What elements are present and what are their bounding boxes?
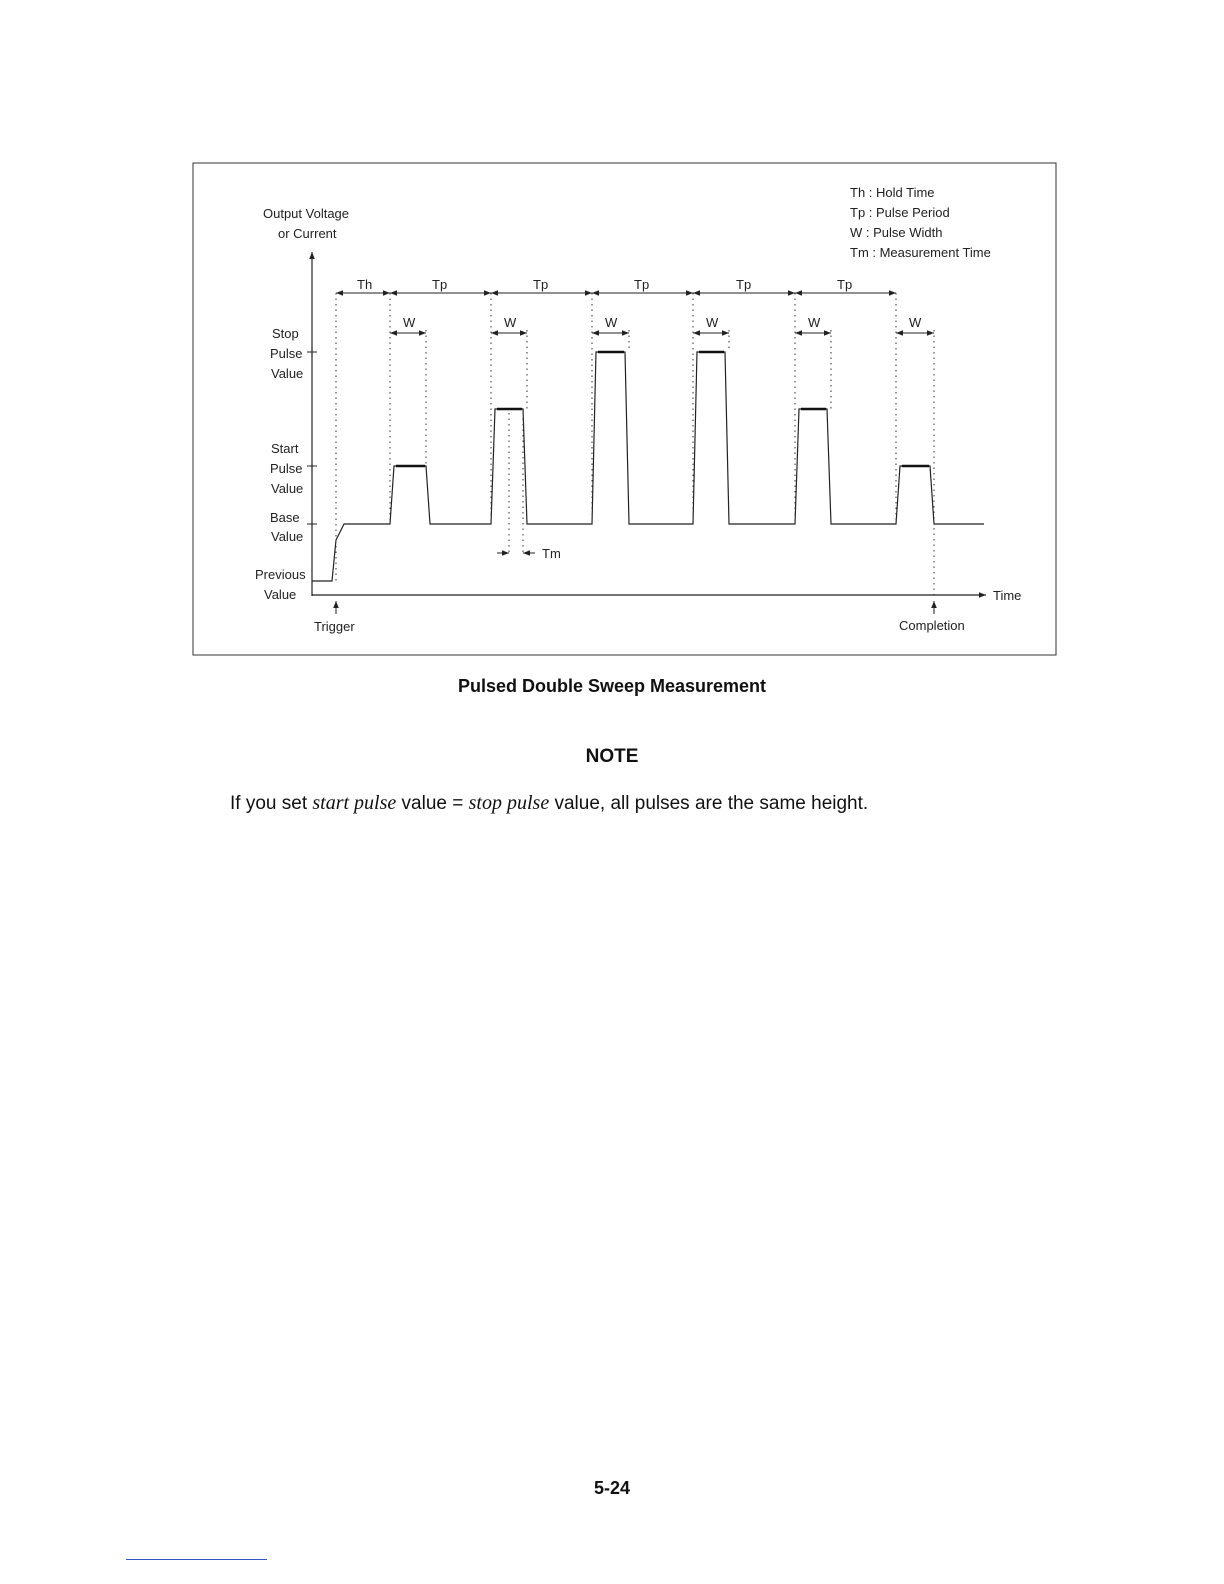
previous-value-label: Value	[264, 587, 297, 602]
width-label: W	[504, 315, 517, 330]
note-term-stop-pulse: stop pulse	[468, 792, 550, 814]
period-label: Tp	[736, 277, 752, 292]
event-markers	[336, 601, 934, 614]
legend-pulse-period: Tp : Pulse Period	[850, 205, 950, 220]
stop-pulse-label: Pulse	[270, 346, 303, 361]
base-value-label: Base	[270, 510, 300, 525]
previous-value-label: Previous	[255, 567, 306, 582]
note-text-prefix: If you set	[230, 793, 313, 814]
width-label: W	[808, 315, 821, 330]
pulse-top-highlights	[396, 352, 929, 466]
legend	[850, 185, 991, 260]
note-text-middle: value =	[396, 793, 469, 814]
dotted-guides	[336, 293, 934, 595]
width-label: W	[706, 315, 719, 330]
legend-hold-time: Th : Hold Time	[850, 185, 935, 200]
note-term-start-pulse: start pulse	[312, 792, 397, 814]
measurement-time-label: Tm	[542, 546, 561, 561]
page-number: 5-24	[593, 1478, 631, 1498]
width-label: W	[909, 315, 922, 330]
period-label: Tp	[533, 277, 549, 292]
completion-label: Completion	[899, 618, 965, 633]
footer-rule	[126, 1559, 267, 1560]
legend-measurement-time: Tm : Measurement Time	[850, 245, 991, 260]
x-axis-label: Time	[993, 588, 1022, 603]
trigger-label: Trigger	[314, 619, 355, 634]
stop-pulse-label: Stop	[272, 326, 299, 341]
hold-time-label: Th	[357, 277, 373, 292]
start-pulse-label: Value	[271, 481, 304, 496]
stop-pulse-label: Value	[271, 366, 304, 381]
period-label: Tp	[837, 277, 853, 292]
start-pulse-label: Pulse	[270, 461, 303, 476]
start-pulse-label: Start	[271, 441, 299, 456]
figure-caption: Pulsed Double Sweep Measurement	[457, 676, 767, 696]
note-text	[230, 792, 868, 815]
interval-labels	[357, 277, 922, 561]
level-labels	[255, 326, 306, 602]
width-label: W	[605, 315, 618, 330]
period-label: Tp	[432, 277, 448, 292]
y-axis-label: Output Voltage	[263, 206, 350, 221]
note-text-suffix: value, all pulses are the same height.	[549, 793, 869, 814]
y-axis-label-line2: or Current	[278, 226, 337, 241]
base-value-label: Value	[271, 529, 304, 544]
pulsed-double-sweep-diagram	[0, 0, 1224, 670]
legend-pulse-width: W : Pulse Width	[850, 225, 943, 240]
period-label: Tp	[634, 277, 650, 292]
width-label: W	[403, 315, 416, 330]
note-heading: NOTE	[585, 746, 639, 767]
